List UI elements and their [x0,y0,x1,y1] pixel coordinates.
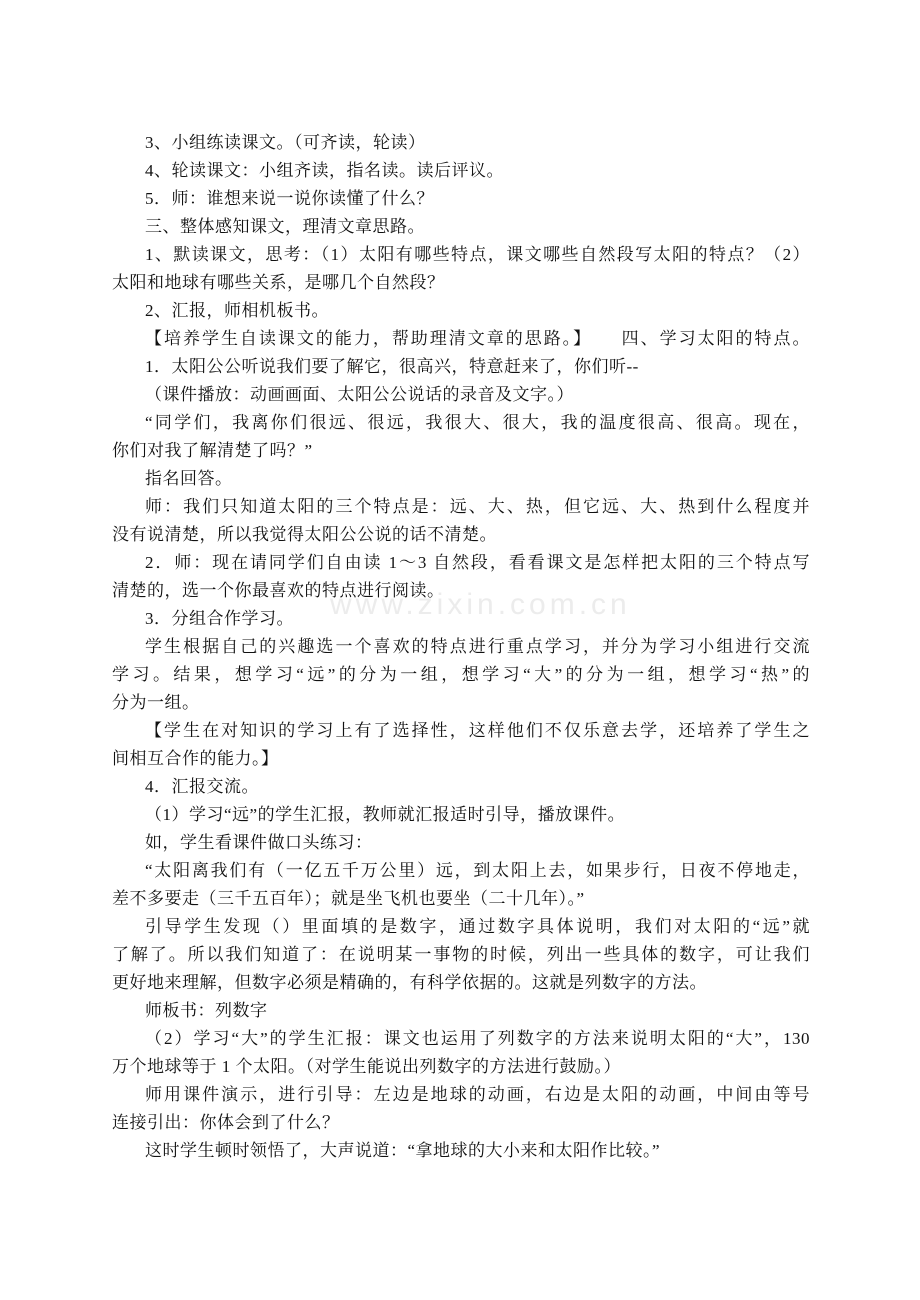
paragraph [112,829,810,857]
text-line: 学生根据自己的兴趣选一个喜欢的特点进行重点学习，并分为学习小组进行交流 [145,637,810,656]
text-line: 太阳和地球有哪些关系，是哪几个自然段？ [112,273,445,292]
paragraph [112,997,810,1025]
paragraph [112,913,810,997]
text-line: 师板书：列数字 [145,1001,268,1020]
text-line: 3．分组合作学习。 [145,609,294,628]
text-line: 【培养学生自读课文的能力，帮助理清文章的思路。】 四、学习太阳的特点。 [145,329,810,348]
paragraph [112,605,810,633]
paragraph [112,381,810,409]
text-line: 2、汇报，师相机板书。 [145,301,329,320]
paragraph [112,241,810,297]
paragraph [112,129,810,157]
text-line: 更好地来理解，但数字必须是精确的，有科学依据的。这就是列数字的方法。 [112,973,707,992]
document-body [112,129,810,1165]
text-line: （课件播放：动画画面、太阳公公说话的录音及文字。） [145,385,574,404]
text-line: 4．汇报交流。 [145,777,259,796]
paragraph [112,325,810,353]
text-line: 你们对我了解清楚了吗？” [112,441,313,460]
text-line: 4、轮读课文：小组齐读，指名读。读后评议。 [145,161,504,180]
quote-paragraph [112,409,810,465]
text-line: 连接引出：你体会到了什么？ [112,1113,340,1132]
paragraph [112,157,810,185]
text-line: 三、整体感知课文，理清文章思路。 [145,217,425,236]
paragraph [112,801,810,829]
text-line: 师用课件演示，进行引导：左边是地球的动画，右边是太阳的动画，中间由等号 [145,1085,810,1104]
text-line: 【学生在对知识的学习上有了选择性，这样他们不仅乐意去学，还培养了学生之 [145,721,810,740]
paragraph [112,185,810,213]
text-line: （2）学习“大”的学生汇报：课文也运用了列数字的方法来说明太阳的“大”，130 [145,1029,810,1048]
text-line: 2．师：现在请同学们自由读 1～3 自然段，看看课文是怎样把太阳的三个特点写 [145,553,810,572]
paragraph [112,633,810,717]
paragraph [112,717,810,773]
paragraph [112,297,810,325]
text-line: （1）学习“远”的学生汇报，教师就汇报适时引导，播放课件。 [145,805,626,824]
text-line: 引导学生发现（）里面填的是数字，通过数字具体说明，我们对太阳的“远”就 [145,917,810,936]
text-line: “同学们，我离你们很远、很远，我很大、很大，我的温度很高、很高。现在， [145,413,810,432]
text-line: 这时学生顿时领悟了，大声说道：“拿地球的大小来和太阳作比较。” [145,1141,661,1160]
text-line: 如，学生看课件做口头练习： [145,833,373,852]
paragraph [112,773,810,801]
text-line: 1．太阳公公听说我们要了解它，很高兴，特意赶来了，你们听-- [145,357,639,376]
paragraph [112,353,810,381]
text-line: 差不多要走（三千五百年）；就是坐飞机也要坐（二十几年）。” [112,889,585,908]
text-line: 没有说清楚，所以我觉得太阳公公说的话不清楚。 [112,525,497,544]
paragraph [112,549,810,605]
section-heading [112,213,810,241]
text-line: 了解了。所以我们知道了：在说明某一事物的时候，列出一些具体的数字，可让我们 [112,945,810,964]
text-line: 5．师：谁想来说一说你读懂了什么？ [145,189,434,208]
watermark: www.zixin.com.cn [330,588,631,621]
text-line: 1、默读课文，思考：（1）太阳有哪些特点，课文哪些自然段写太阳的特点？（2） [145,245,810,264]
paragraph [112,493,810,549]
text-line: 间相互合作的能力。】 [112,749,279,768]
paragraph [112,1025,810,1081]
quote-paragraph [112,857,810,913]
paragraph [112,465,810,493]
text-line: 指名回答。 [145,469,233,488]
text-line: 分为一组。 [112,693,200,712]
text-line: 师：我们只知道太阳的三个特点是：远、大、热，但它远、大、热到什么程度并 [145,497,810,516]
text-line: “太阳离我们有（一亿五千万公里）远，到太阳上去，如果步行，日夜不停地走， [145,861,810,880]
text-line: 3、小组练读课文。（可齐读，轮读） [145,133,426,152]
text-line: 学习。结果，想学习“远”的分为一组，想学习“大”的分为一组，想学习“热”的 [112,665,810,684]
text-line: 清楚的，选一个你最喜欢的特点进行阅读。 [112,581,445,600]
paragraph [112,1081,810,1137]
text-line: 万个地球等于 1 个太阳。（对学生能说出列数字的方法进行鼓励。） [112,1057,621,1076]
paragraph [112,1137,810,1165]
